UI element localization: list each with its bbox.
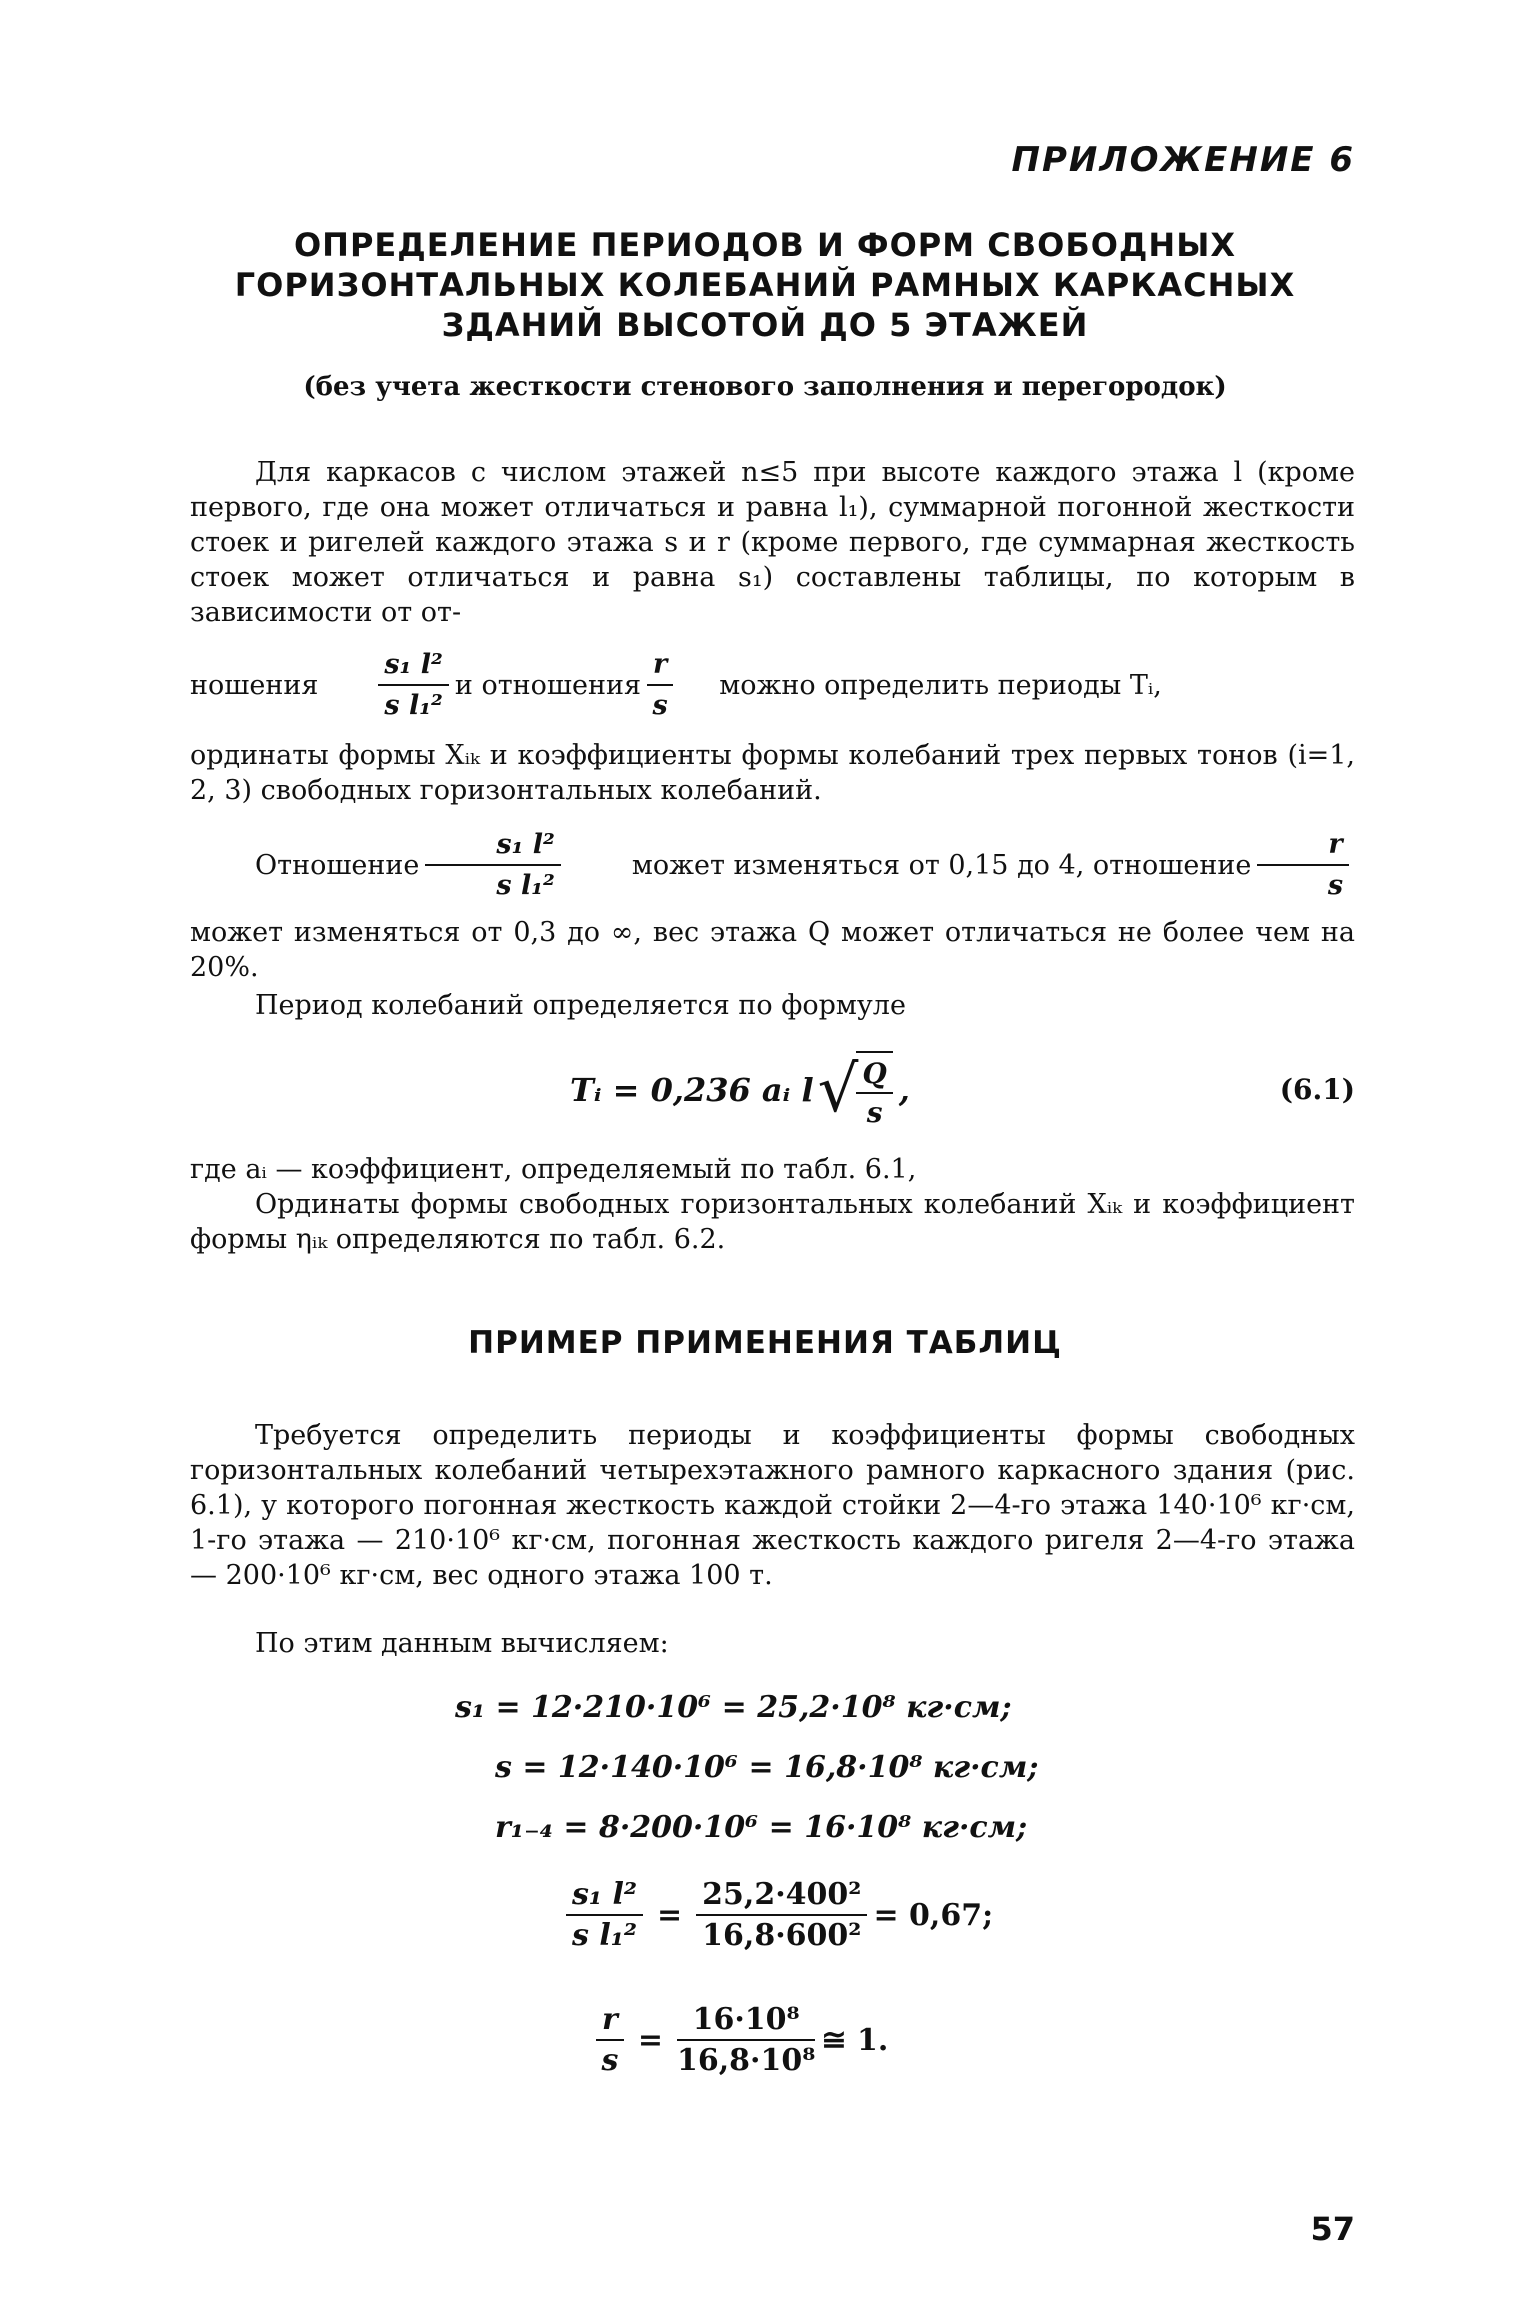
ratio-range-line <box>190 820 1355 910</box>
calc4-value-denominator: 16,8·600² <box>702 1918 862 1953</box>
formula-lhs: Tᵢ = 0,236 aᵢ l <box>570 1071 814 1109</box>
formula-sqrt-fraction <box>856 1051 892 1129</box>
calc4-value <box>696 1877 867 1953</box>
calc5-value-denominator: 16,8·10⁸ <box>676 2043 816 2078</box>
calc4-equals: = <box>657 1897 683 1933</box>
page-number: 57 <box>1310 2210 1355 2248</box>
ratio-range2-numerator: r <box>1257 827 1348 866</box>
ratio-prefix: ношения <box>190 669 319 701</box>
calc4-ratio-denominator: s l₁² <box>572 1918 638 1953</box>
calc-line-4 <box>560 1860 993 1970</box>
ratio-range-prefix: Отношение <box>255 849 420 881</box>
ratio-tail: можно определить периоды Tᵢ, <box>719 669 1162 701</box>
calc4-value-numerator: 25,2·400² <box>696 1877 867 1916</box>
ratio-range-mid: может изменяться от 0,15 до 4, отношение <box>631 849 1252 881</box>
example-paragraph-1: Требуется определить периоды и коэффициенты формы свободных горизонтальных колебаний четырехэтажного рамного каркасного здания (рис. 6.1), у которого погонная жесткость каждой стойки 2—4-го этажа 140·10⁶ кг·см, 1-го этажа — 210·10⁶ кг·см, погонная жесткость каждого ригеля 2—4-го этажа — 200·10⁶ кг·см, вес одного этажа 100 т. <box>190 1420 1355 1591</box>
calc-line-2: s = 12·140·10⁶ = 16,8·10⁸ кг·см; <box>495 1750 1039 1785</box>
title-line-2: ГОРИЗОНТАЛЬНЫХ КОЛЕБАНИЙ РАМНЫХ КАРКАСНЫХ <box>234 266 1296 304</box>
sqrt-icon: √ <box>817 1053 859 1127</box>
calc5-equals: = <box>637 2022 663 2058</box>
ratio-range-fraction-2 <box>1257 827 1348 903</box>
calc4-result: = 0,67; <box>873 1897 994 1933</box>
formula-sqrt-numerator: Q <box>856 1057 892 1094</box>
title-line-3: ЗДАНИЙ ВЫСОТОЙ ДО 5 ЭТАЖЕЙ <box>441 306 1089 344</box>
page-title <box>180 225 1350 345</box>
ratio-fraction-1 <box>378 647 449 723</box>
calc-line-5 <box>590 1985 888 2095</box>
formula-number: (6.1) <box>1279 1073 1355 1106</box>
title-line-1: ОПРЕДЕЛЕНИЕ ПЕРИОДОВ И ФОРМ СВОБОДНЫХ <box>293 226 1237 264</box>
intro-paragraph-1: Для каркасов с числом этажей n≤5 при высоте каждого этажа l (кроме первого, где она может отличаться и равна l₁), суммарной погонной жесткости стоек и ригелей каждого этажа s и r (кроме первого, где суммарная жесткость стоек может отличаться и равна s₁) составлены таблицы, по которым в зависимости от от- <box>190 457 1355 628</box>
ratio-range1-numerator: s₁ l² <box>425 827 561 866</box>
ratio-and: и отношения <box>454 669 642 701</box>
calc5-ratio-numerator: r <box>596 2002 624 2041</box>
ratio-fraction-2 <box>647 647 673 723</box>
ratio1-denominator: s l₁² <box>384 690 443 721</box>
ratio-range1-denominator: s l₁² <box>496 870 555 901</box>
calc5-ratio <box>596 2002 624 2078</box>
where-clause: где aᵢ — коэффициент, определяемый по табл. 6.1, <box>190 1154 917 1185</box>
ratio-range2-denominator: s <box>1327 870 1344 901</box>
calc-line-1: s₁ = 12·210·10⁶ = 25,2·10⁸ кг·см; <box>455 1690 1012 1725</box>
calc4-ratio-numerator: s₁ l² <box>566 1877 643 1916</box>
calc-line-3: r₁₋₄ = 8·200·10⁶ = 16·10⁸ кг·см; <box>495 1810 1028 1845</box>
calc5-result: ≅ 1. <box>821 2022 889 2058</box>
intro-paragraph-1-end: ординаты формы Xᵢₖ и коэффициенты формы колебаний трех первых тонов (i=1, 2, 3) свободных горизонтальных колебаний. <box>190 740 1355 806</box>
ratio-line <box>190 640 1355 730</box>
example-paragraph-2: По этим данным вычисляем: <box>255 1628 669 1659</box>
calc4-ratio <box>566 1877 643 1953</box>
ratio2-denominator: s <box>652 690 668 721</box>
appendix-label: ПРИЛОЖЕНИЕ 6 <box>1011 140 1355 180</box>
calc5-value <box>677 2002 815 2078</box>
intro-paragraph-2-end: может изменяться от 0,3 до ∞, вес этажа Q может отличаться не более чем на 20%. <box>190 917 1355 983</box>
formula-sqrt-denominator: s <box>866 1096 883 1129</box>
formula-comma: , <box>898 1071 910 1109</box>
calc5-ratio-denominator: s <box>601 2043 619 2078</box>
calc5-value-numerator: 16·10⁸ <box>677 2002 815 2041</box>
ratio1-numerator: s₁ l² <box>378 647 449 686</box>
intro-paragraph-3: Период колебаний определяется по формуле <box>255 990 906 1021</box>
ratio2-numerator: r <box>647 647 673 686</box>
ratio-range-fraction-1 <box>425 827 561 903</box>
page-subtitle: (без учета жесткости стенового заполнения и перегородок) <box>303 372 1227 402</box>
intro-paragraph-4: Ординаты формы свободных горизонтальных колебаний Xᵢₖ и коэффициент формы ηᵢₖ определяются по табл. 6.2. <box>190 1189 1355 1255</box>
formula-6-1 <box>570 1045 910 1135</box>
section-title: ПРИМЕР ПРИМЕНЕНИЯ ТАБЛИЦ <box>468 1325 1062 1361</box>
